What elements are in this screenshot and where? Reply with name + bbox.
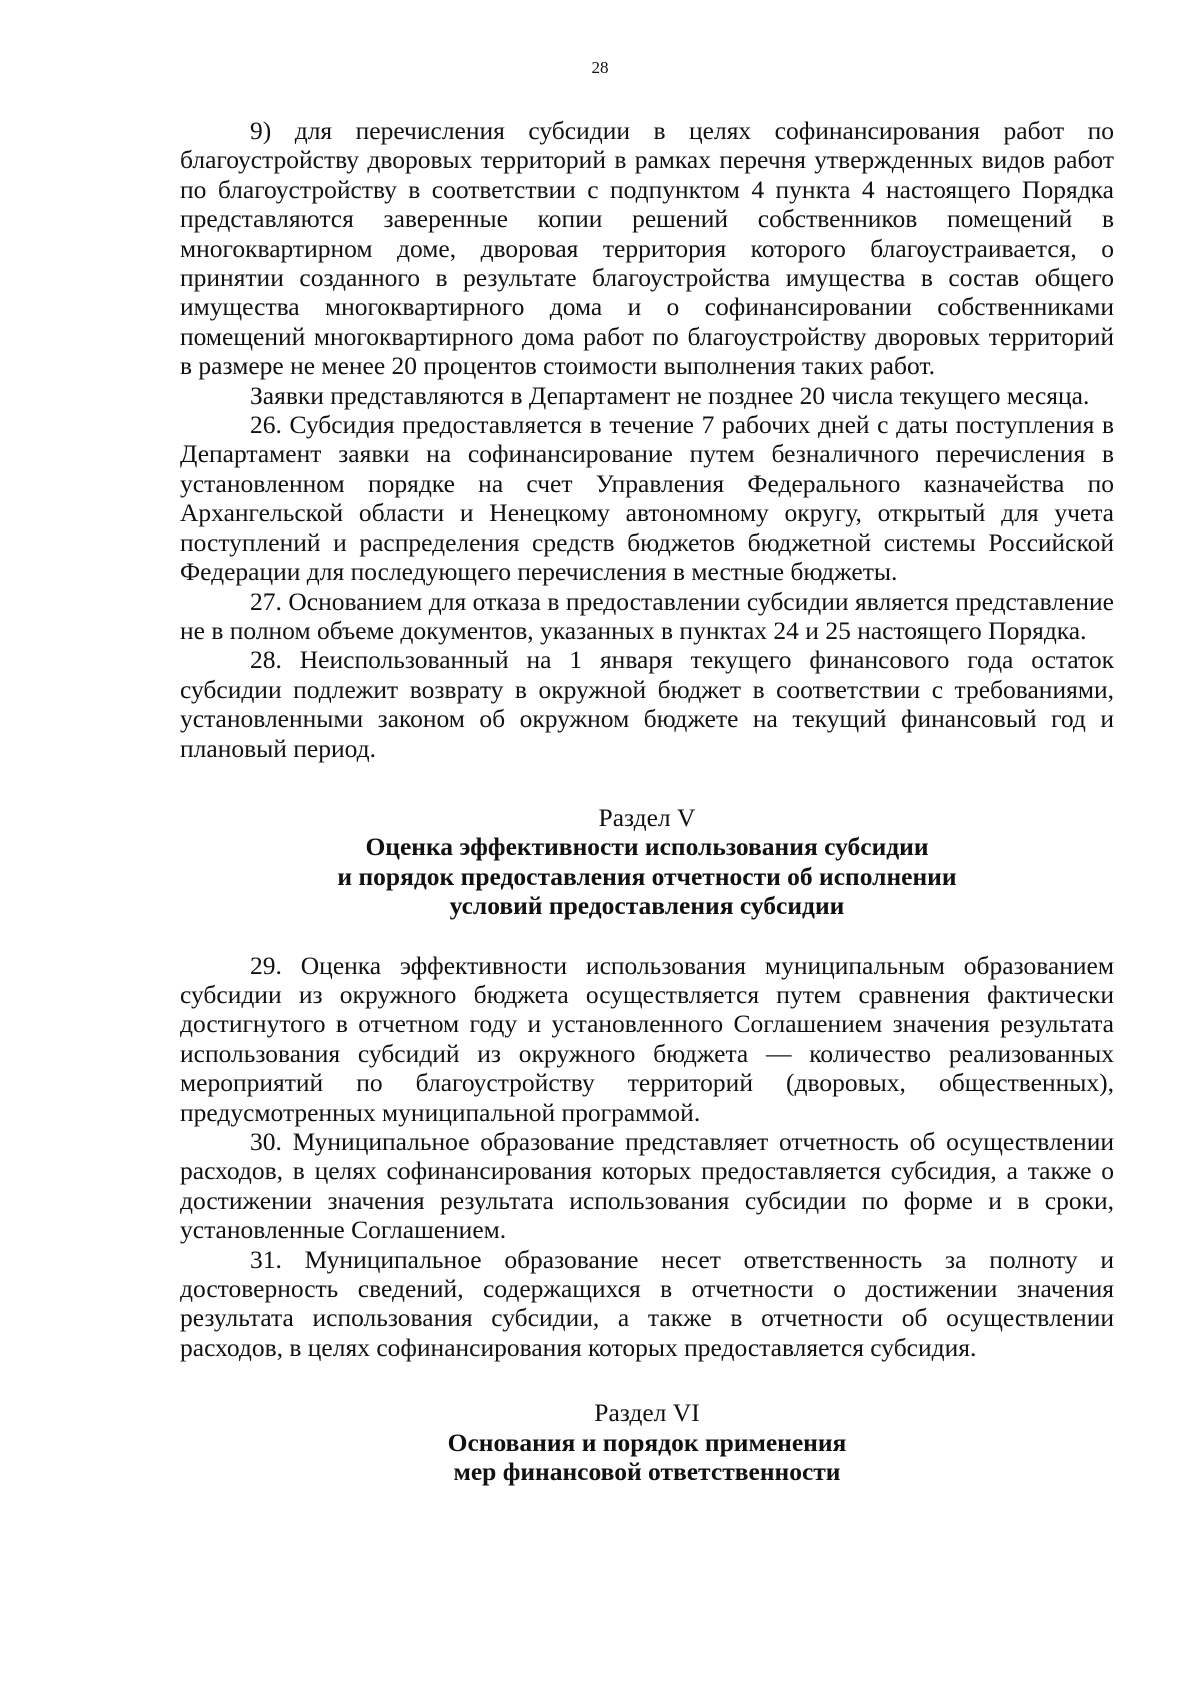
document-body [180,116,1114,1486]
section-5-title-line: условий предоставления субсидии [449,891,845,921]
section-5-title-line: и порядок предоставления отчетности об исполнении [337,861,957,891]
section-6-heading [180,1398,1114,1486]
paragraph-28: 28. Неиспользованный на 1 января текущего финансового года остаток субсидии подлежит возврату в окружной бюджет в соответствии с требованиями, установленными законом об окружном бюджете на текущий финансовый год и плановый период. [180,645,1114,763]
page-number: 28 [591,58,609,77]
section-6-title [180,1428,1114,1487]
section-5-label: Раздел V [598,802,696,832]
paragraph-26: 26. Субсидия предоставляется в течение 7 рабочих дней с даты поступления в Департамент заявки на софинансирование путем безналичного перечисления в установленном порядке на счет Управления Федерального казначейства по Архангельской области и Ненецкому автономному округу, открытый для учета поступлений и распределения средств бюджетов бюджетной системы Российской Федерации для последующего перечисления в местные бюджеты. [180,410,1114,587]
paragraph-31: 31. Муниципальное образование несет ответственность за полноту и достоверность сведений, содержащихся в отчетности о достижении значения результата использования субсидии, а также в отчетности об осуществлении расходов, в целях софинансирования которых предоставляется субсидия. [180,1244,1114,1362]
paragraph-item-9: 9) для перечисления субсидии в целях софинансирования работ по благоустройству дворовых территорий в рамках перечня утвержденных видов работ по благоустройству в соответствии с подпунктом 4 пункта 4 настоящего Порядка представляются заверенные копии решений собственников помещений в многоквартирном доме, дворовая территория которого благоустраивается, о принятии созданного в результате благоустройства имущества в состав общего имущества многоквартирного дома и о софинансировании собственниками помещений многоквартирного дома работ по благоустройству дворовых территорий в размере не менее 20 процентов стоимости выполнения таких работ. [180,116,1114,381]
paragraph-29: 29. Оценка эффективности использования муниципальным образованием субсидии из окружного бюджета осуществляется путем сравнения фактически достигнутого в отчетном году и установленного Соглашением значения результата использования субсидий из окружного бюджета — количество реализованных мероприятий по благоустройству территорий (дворовых, общественных), предусмотренных муниципальной программой. [180,950,1114,1127]
paragraph-27: 27. Основанием для отказа в предоставлении субсидии является представление не в полном объеме документов, указанных в пунктах 24 и 25 настоящего Порядка. [180,586,1114,645]
section-6-label: Раздел VI [594,1398,700,1428]
paragraph-30: 30. Муниципальное образование представляет отчетность об осуществлении расходов, в целях софинансирования которых предоставляется субсидия, а также о достижении значения результата использования субсидии по форме и в сроки, установленные Соглашением. [180,1127,1114,1245]
section-6-title-line: Основания и порядок применения [447,1427,847,1457]
section-5-title [180,832,1114,920]
section-6-title-line: мер финансовой ответственности [453,1457,841,1487]
paragraph-applications-deadline: Заявки представляются в Департамент не позднее 20 числа текущего месяца. [250,380,1090,410]
section-5-heading [180,803,1114,921]
section-5-title-line: Оценка эффективности использования субсидии [365,832,929,862]
